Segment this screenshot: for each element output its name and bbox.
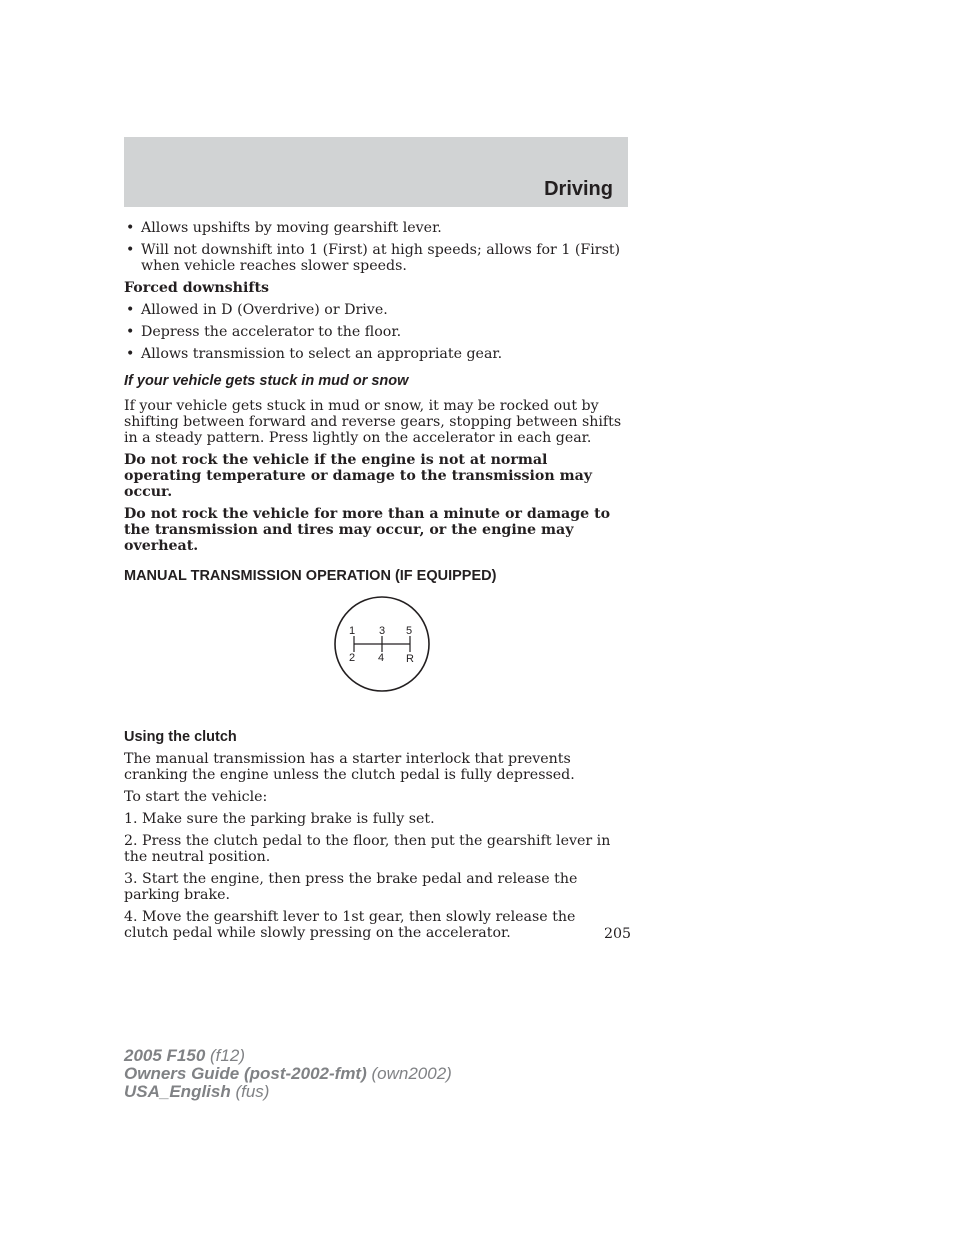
gear-label: 5 <box>405 625 413 637</box>
gear-label: R <box>406 653 414 665</box>
list-item: • Allows transmission to select an appropriate gear. <box>124 346 624 362</box>
step-item: 2. Press the clutch pedal to the floor, then put the gearshift lever in the neutral position. <box>124 833 611 865</box>
section-header-band <box>124 137 628 207</box>
page-number: 205 <box>604 926 632 942</box>
clutch-heading: Using the clutch <box>124 729 237 745</box>
step-item: 1. Make sure the parking brake is fully set. <box>124 811 435 827</box>
list-item: • Allowed in D (Overdrive) or Drive. <box>124 302 624 318</box>
stuck-heading: If your vehicle gets stuck in mud or snow <box>124 373 409 389</box>
footer-line <box>124 1047 452 1065</box>
section-title: Driving <box>544 178 613 200</box>
clutch-paragraph: The manual transmission has a starter interlock that prevents cranking the engine unless the clutch pedal is fully depressed. <box>124 751 575 783</box>
list-item: • Allows upshifts by moving gearshift lever. <box>124 220 624 236</box>
shift-pattern-icon <box>332 596 432 694</box>
gear-label: 1 <box>348 625 356 637</box>
footer-guide: Owners Guide (post-2002-fmt) <box>124 1064 367 1083</box>
footer-language-code: (fus) <box>230 1082 270 1101</box>
step-item: 3. Start the engine, then press the brake pedal and release the parking brake. <box>124 871 578 903</box>
footer-guide-code: (own2002) <box>366 1064 452 1083</box>
shift-pattern-diagram <box>124 596 624 714</box>
step-item: 4. Move the gearshift lever to 1st gear, then slowly release the clutch pedal while slowly pressing on the accelerator. <box>124 909 576 941</box>
gear-label: 2 <box>348 652 356 664</box>
page-content <box>124 220 624 947</box>
clutch-intro: To start the vehicle: <box>124 789 268 805</box>
footer-model: 2005 F150 <box>124 1046 206 1065</box>
footer-line <box>124 1083 452 1101</box>
stuck-paragraph: If your vehicle gets stuck in mud or snow, it may be rocked out by shifting between forward and reverse gears, stopping between shifts in a steady pattern. Press lightly on the accelerator in each gear. <box>124 398 622 446</box>
warning-text: Do not rock the vehicle if the engine is not at normal operating temperature or damage to the transmission may occur. <box>124 452 593 500</box>
forced-downshifts-heading: Forced downshifts <box>124 280 270 296</box>
gear-label: 3 <box>378 625 386 637</box>
document-footer <box>124 1047 452 1101</box>
gear-label: 4 <box>377 652 385 664</box>
list-item: • Depress the accelerator to the floor. <box>124 324 624 340</box>
footer-model-code: (f12) <box>205 1046 245 1065</box>
footer-language: USA_English <box>124 1082 231 1101</box>
manual-transmission-heading: MANUAL TRANSMISSION OPERATION (IF EQUIPPED) <box>124 568 497 584</box>
list-item: • Will not downshift into 1 (First) at high speeds; allows for 1 (First) when vehicle reaches slower speeds. <box>124 242 624 274</box>
warning-text: Do not rock the vehicle for more than a minute or damage to the transmission and tires may occur, or the engine may overheat. <box>124 506 611 554</box>
footer-line <box>124 1065 452 1083</box>
